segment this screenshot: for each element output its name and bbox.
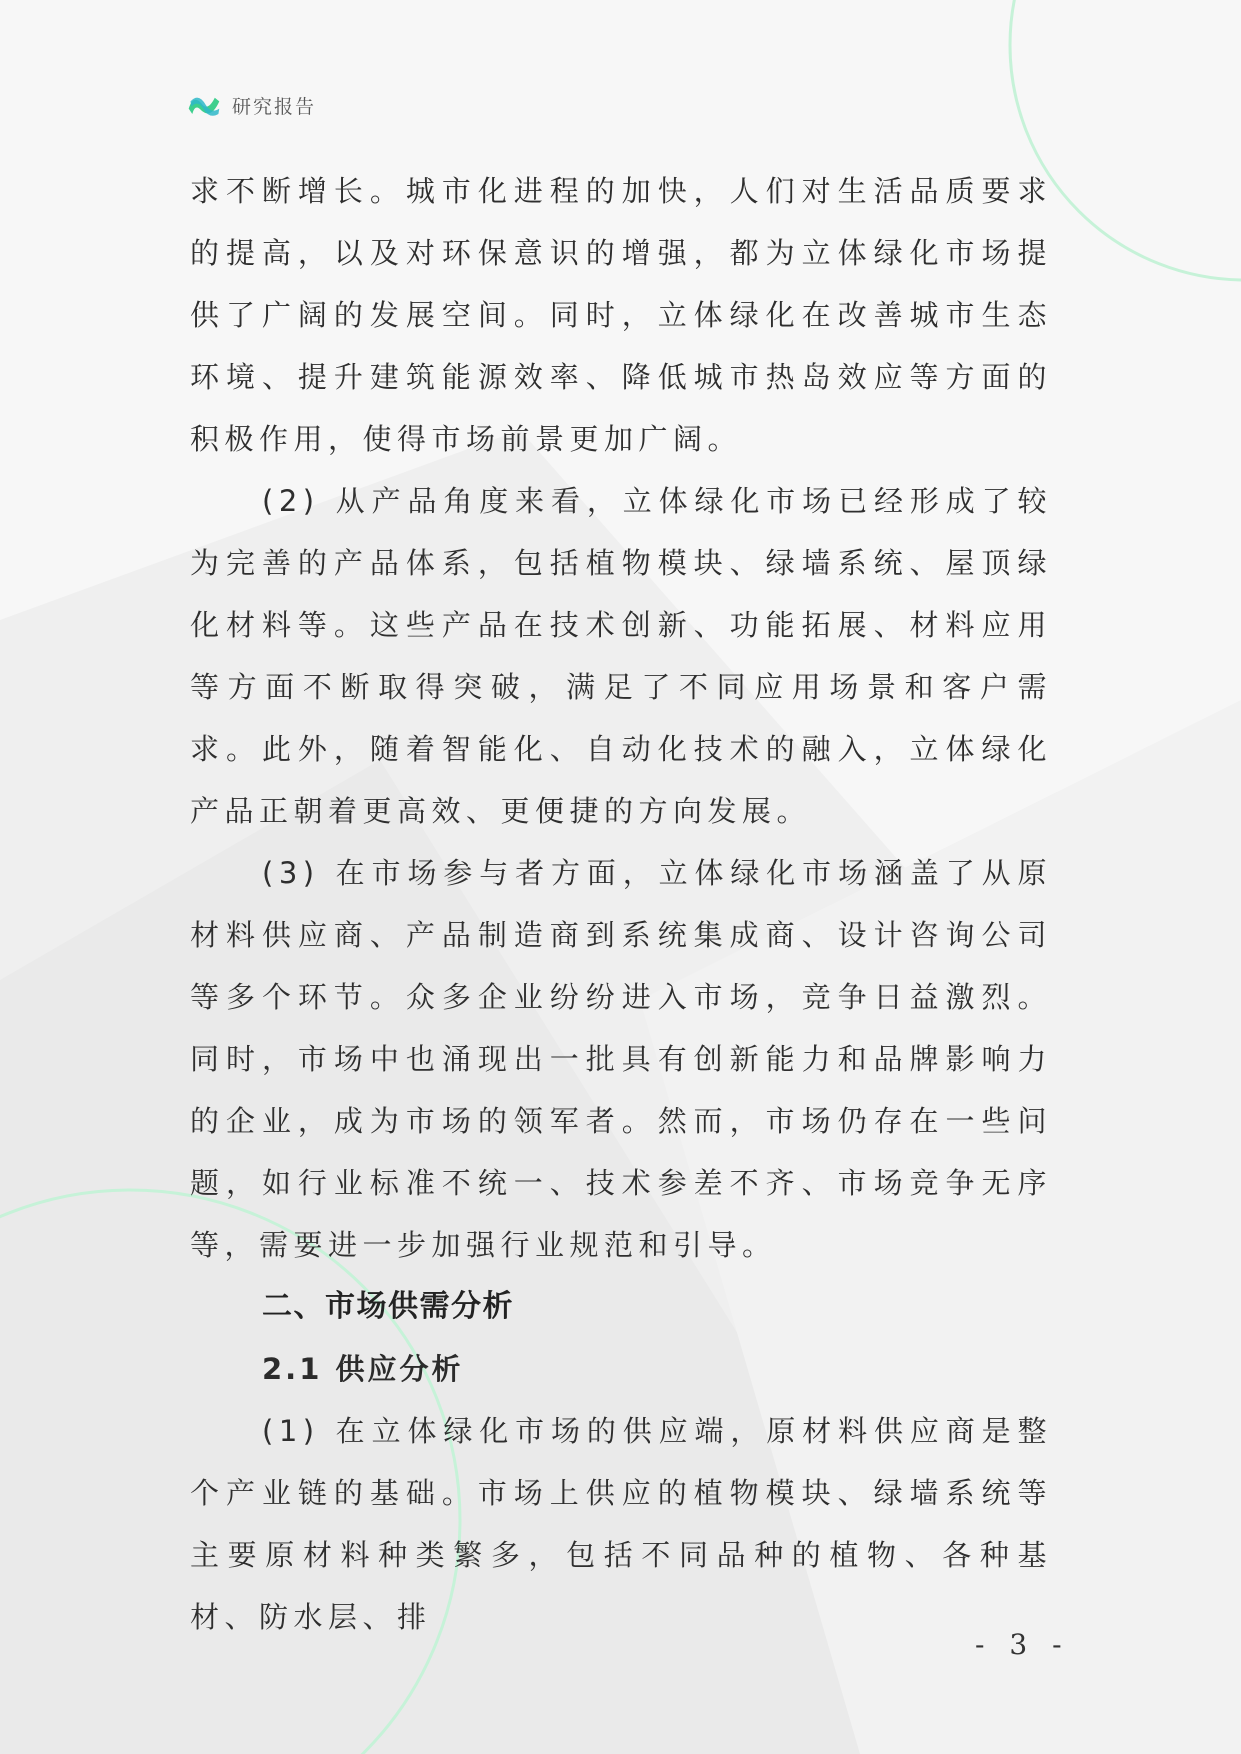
paragraph-supply-side: (1) 在立体绿化市场的供应端，原材料供应商是整个产业链的基础。市场上供应的植物模块、绿墙系统等主要原材料种类繁多，包括不同品种的植物、各种基材、防水层、排	[190, 1414, 1052, 1634]
paragraph-product-perspective: (2) 从产品角度来看，立体绿化市场已经形成了较为完善的产品体系，包括植物模块、绿墙系统、屋顶绿化材料等。这些产品在技术创新、功能拓展、材料应用等方面不断取得突破，满足了不同应用场景和客户需求。此外，随着智能化、自动化技术的融入，立体绿化产品正朝着更高效、更便捷的方向发展。	[190, 484, 1052, 828]
paragraph-continued: 求不断增长。城市化进程的加快，人们对生活品质要求的提高，以及对环保意识的增强，都为立体绿化市场提供了广阔的发展空间。同时，立体绿化在改善城市生态环境、提升建筑能源效率、降低城市热岛效应等方面的积极作用，使得市场前景更加广阔。	[190, 174, 1052, 456]
brand-label: 研究报告	[232, 95, 317, 118]
subsection-heading: 2.1 供应分析	[262, 1352, 464, 1386]
report-header	[186, 88, 316, 122]
brand-logo-icon	[186, 90, 222, 120]
page-number: - 3 -	[975, 1628, 1070, 1661]
section-heading: 二、市场供需分析	[262, 1289, 514, 1324]
paragraph-market-participants: (3) 在市场参与者方面，立体绿化市场涵盖了从原材料供应商、产品制造商到系统集成商、设计咨询公司等多个环节。众多企业纷纷进入市场，竞争日益激烈。同时，市场中也涌现出一批具有创新能力和品牌影响力的企业，成为市场的领军者。然而，市场仍存在一些问题，如行业标准不统一、技术参差不齐、市场竞争无序等，需要进一步加强行业规范和引导。	[190, 856, 1052, 1262]
document-body	[190, 160, 1052, 1648]
